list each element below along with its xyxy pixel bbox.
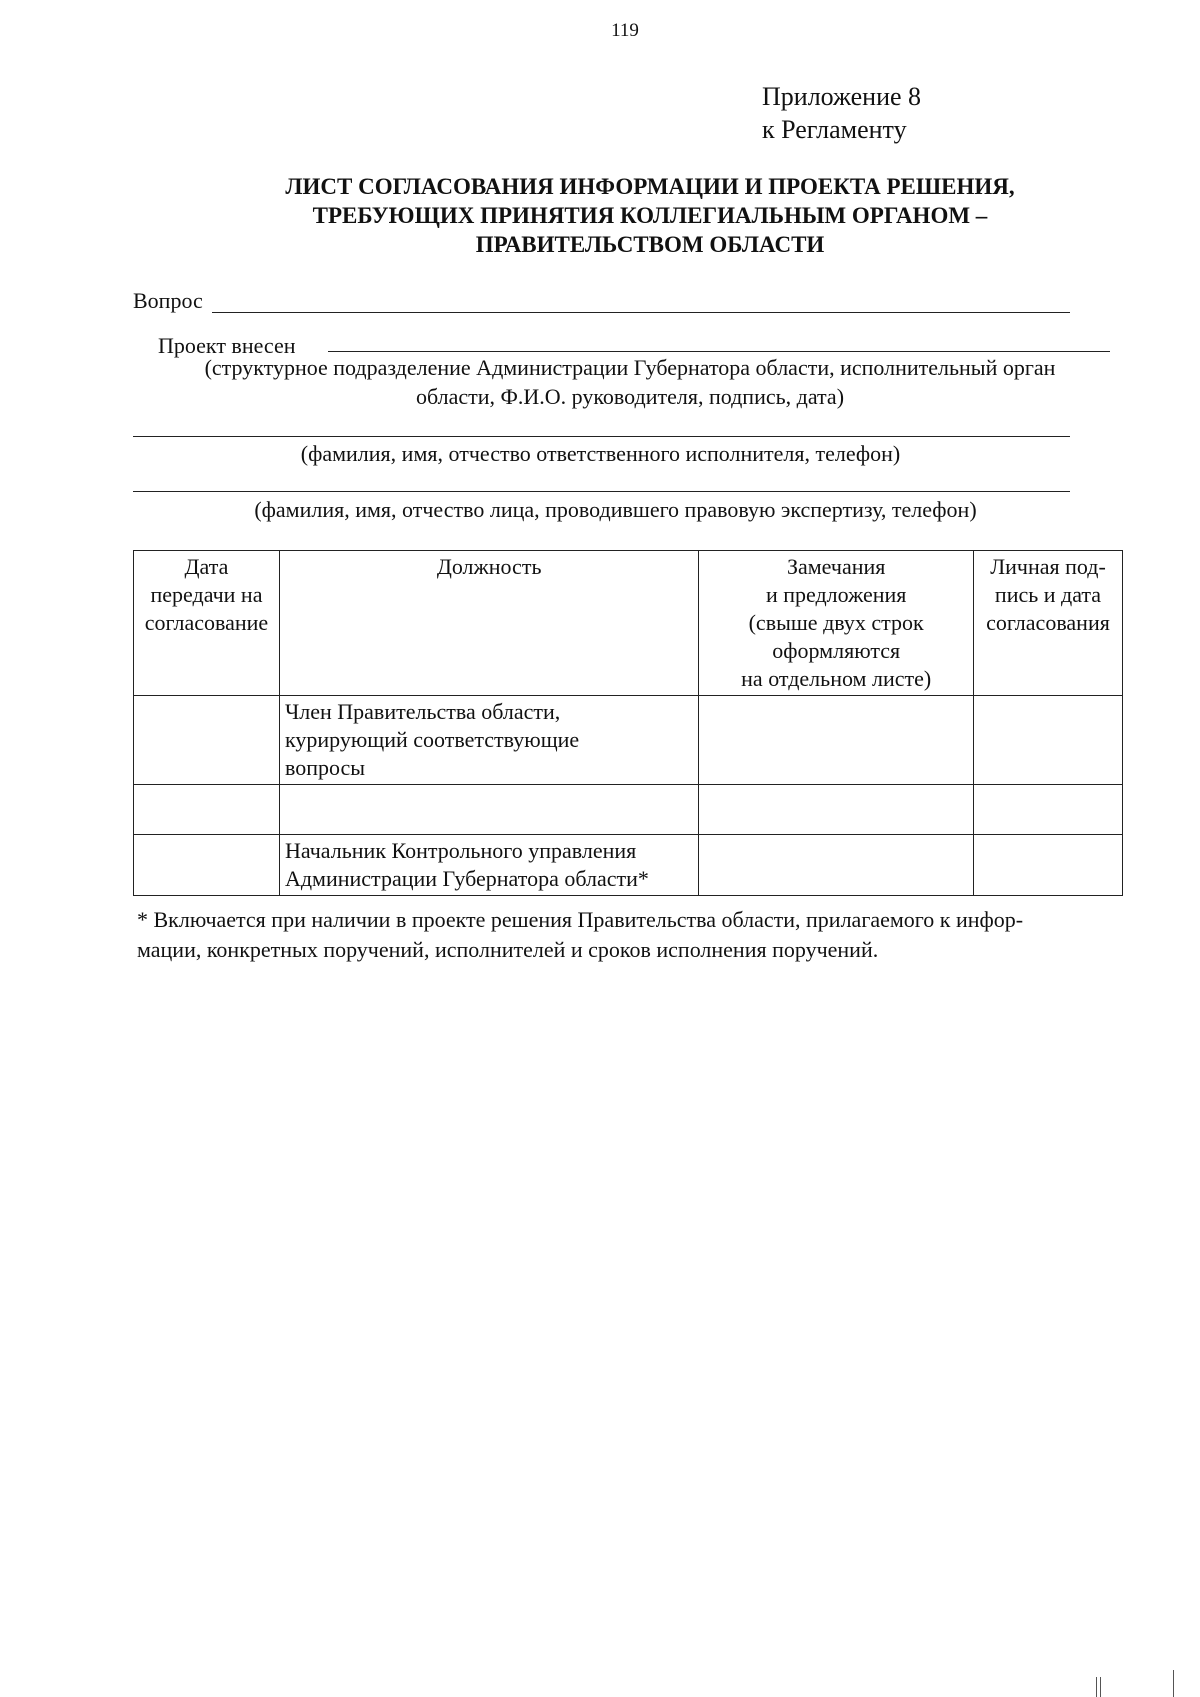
- header-signature-line-1: Личная под-: [990, 554, 1106, 579]
- header-position-label: Должность: [436, 554, 542, 579]
- header-remarks-line-5: на отдельном листе): [741, 666, 932, 691]
- appendix-reference: [762, 80, 921, 146]
- header-signature-line-2: пись и дата: [994, 582, 1102, 607]
- row-1-date-cell: [134, 696, 280, 785]
- row-2-date-cell: [134, 785, 280, 835]
- header-date: [134, 551, 280, 696]
- row-3-position-line-2: Администрации Губернатора области*: [284, 866, 649, 891]
- title-line-3: ПРАВИТЕЛЬСТВОМ ОБЛАСТИ: [475, 232, 825, 257]
- footnote-line-1: * Включается при наличии в проекте решения Правительства области, прилагаемого к инфор-: [137, 907, 1024, 932]
- header-position: [279, 551, 698, 696]
- header-date-line-3: согласование: [144, 610, 269, 635]
- project-label: Проект внесен: [158, 333, 296, 358]
- table-row: [134, 835, 1123, 896]
- expert-hint: (фамилия, имя, отчество лица, проводившего правовую экспертизу, телефон): [254, 497, 977, 522]
- header-signature: [974, 551, 1123, 696]
- approval-table: [133, 550, 1123, 896]
- row-3-position-cell: [279, 835, 698, 896]
- row-1-signature-cell: [974, 696, 1123, 785]
- title-line-1: ЛИСТ СОГЛАСОВАНИЯ ИНФОРМАЦИИ И ПРОЕКТА РЕШЕНИЯ,: [285, 174, 1015, 199]
- appendix-line-1: Приложение 8: [762, 82, 922, 111]
- question-label: Вопрос: [133, 288, 203, 313]
- row-2-position-cell: [279, 785, 698, 835]
- footnote-line-2: мации, конкретных поручений, исполнителей и сроков исполнения поручений.: [137, 937, 879, 962]
- header-remarks-line-4: оформляются: [772, 638, 901, 663]
- project-hint: [150, 353, 1110, 411]
- project-hint-line-2: области, Ф.И.О. руководителя, подпись, дата): [415, 384, 845, 409]
- row-2-signature-cell: [974, 785, 1123, 835]
- row-3-date-cell: [134, 835, 280, 896]
- row-2-remarks-cell: [699, 785, 974, 835]
- header-signature-line-3: согласования: [986, 610, 1110, 635]
- expert-line: [133, 491, 1070, 492]
- table-row: [134, 785, 1123, 835]
- header-remarks: [699, 551, 974, 696]
- row-3-remarks-cell: [699, 835, 974, 896]
- executor-line: [133, 436, 1070, 437]
- scan-edge-mark: [1173, 1670, 1174, 1697]
- table-row: [134, 696, 1123, 785]
- scan-edge-mark: [1096, 1677, 1097, 1697]
- question-line: [212, 312, 1070, 313]
- project-line: [328, 351, 1110, 352]
- header-remarks-line-3: (свыше двух строк: [748, 610, 924, 635]
- header-date-line-1: Дата: [184, 554, 229, 579]
- document-title: [150, 172, 1150, 259]
- title-line-2: ТРЕБУЮЩИХ ПРИНЯТИЯ КОЛЛЕГИАЛЬНЫМ ОРГАНОМ –: [312, 203, 988, 228]
- appendix-line-2: к Регламенту: [762, 115, 907, 144]
- header-date-line-2: передачи на: [150, 582, 263, 607]
- project-hint-line-1: (структурное подразделение Администрации Губернатора области, исполнительный орган: [204, 355, 1056, 380]
- row-1-position-line-1: Член Правительства области,: [284, 699, 561, 724]
- page-number: 119: [611, 20, 639, 41]
- footnote: [137, 905, 1137, 965]
- row-1-position-line-2: курирующий соответствующие: [284, 727, 580, 752]
- row-3-signature-cell: [974, 835, 1123, 896]
- scan-edge-mark: [1100, 1677, 1101, 1697]
- header-remarks-line-1: Замечания: [786, 554, 886, 579]
- header-remarks-line-2: и предложения: [765, 582, 907, 607]
- row-1-remarks-cell: [699, 696, 974, 785]
- row-3-position-line-1: Начальник Контрольного управления: [284, 838, 637, 863]
- row-1-position-line-3: вопросы: [284, 755, 366, 780]
- executor-hint: (фамилия, имя, отчество ответственного исполнителя, телефон): [300, 441, 901, 466]
- table-header-row: [134, 551, 1123, 696]
- row-1-position-cell: [279, 696, 698, 785]
